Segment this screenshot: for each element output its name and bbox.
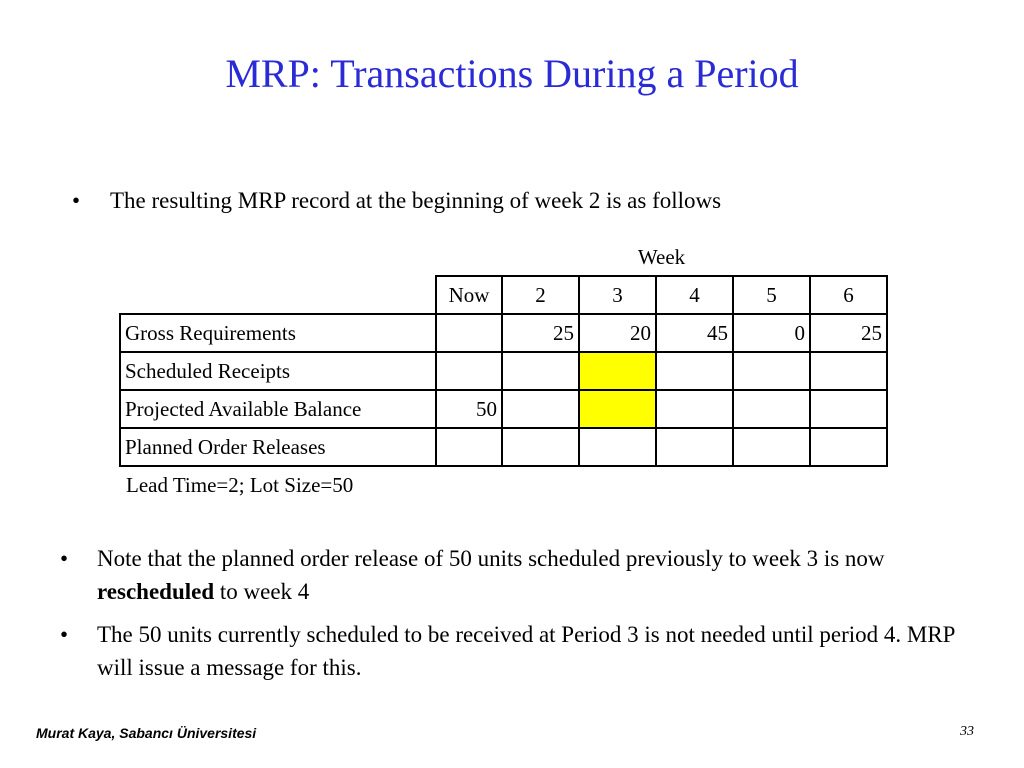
column-header: 2 (502, 276, 579, 314)
row-label: Projected Available Balance (120, 390, 436, 428)
column-header: 4 (656, 276, 733, 314)
bullet-text: Note that the planned order release of 50 units scheduled previously to week 3 is now (97, 546, 885, 571)
highlighted-cell (579, 352, 656, 390)
table-cell (733, 352, 810, 390)
table-cell: 0 (733, 314, 810, 352)
intro-bullet (72, 186, 721, 216)
table-cell: 45 (656, 314, 733, 352)
table-row (120, 428, 887, 466)
table-cell (656, 428, 733, 466)
bullet-marker: • (60, 622, 69, 647)
row-label: Gross Requirements (120, 314, 436, 352)
table-cell (502, 352, 579, 390)
table-cell (810, 390, 887, 428)
table-cell (733, 390, 810, 428)
bullet-marker: • (60, 546, 69, 571)
table-cell (656, 390, 733, 428)
note-row (120, 466, 887, 503)
table-row (120, 390, 887, 428)
footer-author: Murat Kaya, Sabancı Üniversitesi (36, 725, 257, 741)
column-header: 5 (733, 276, 810, 314)
column-header: 6 (810, 276, 887, 314)
table-cell: 20 (579, 314, 656, 352)
bullet-text: The 50 units currently scheduled to be received at Period 3 is not needed until period 4. MRP will issue a message for this. (97, 622, 955, 680)
list-item (60, 618, 980, 684)
table-cell (810, 352, 887, 390)
bullet-text: to week 4 (214, 579, 310, 604)
table-cell (579, 428, 656, 466)
table-cell (436, 352, 502, 390)
row-label: Scheduled Receipts (120, 352, 436, 390)
table-cell (502, 390, 579, 428)
week-header: Week (637, 245, 686, 269)
table-cell (436, 314, 502, 352)
intro-text: The resulting MRP record at the beginning of week 2 is as follows (110, 188, 722, 213)
table-row (120, 352, 887, 390)
period-header-row (120, 276, 887, 314)
bullet-marker: • (72, 188, 81, 213)
bullet-list (60, 542, 980, 694)
table-cell (502, 428, 579, 466)
highlighted-cell (579, 390, 656, 428)
row-label: Planned Order Releases (120, 428, 436, 466)
week-header-row (120, 240, 887, 276)
lead-time-note: Lead Time=2; Lot Size=50 (126, 472, 354, 497)
page-number: 33 (960, 724, 974, 739)
mrp-record-table (119, 240, 888, 503)
table-cell (810, 428, 887, 466)
table-cell (733, 428, 810, 466)
column-header: 3 (579, 276, 656, 314)
table-cell: 25 (810, 314, 887, 352)
table-cell: 50 (436, 390, 502, 428)
column-header: Now (436, 276, 502, 314)
table-row (120, 314, 887, 352)
list-item (60, 542, 980, 608)
slide-title: MRP: Transactions During a Period (225, 51, 799, 96)
table-cell (436, 428, 502, 466)
bullet-emphasis: rescheduled (97, 579, 215, 604)
table-cell (656, 352, 733, 390)
table-cell: 25 (502, 314, 579, 352)
